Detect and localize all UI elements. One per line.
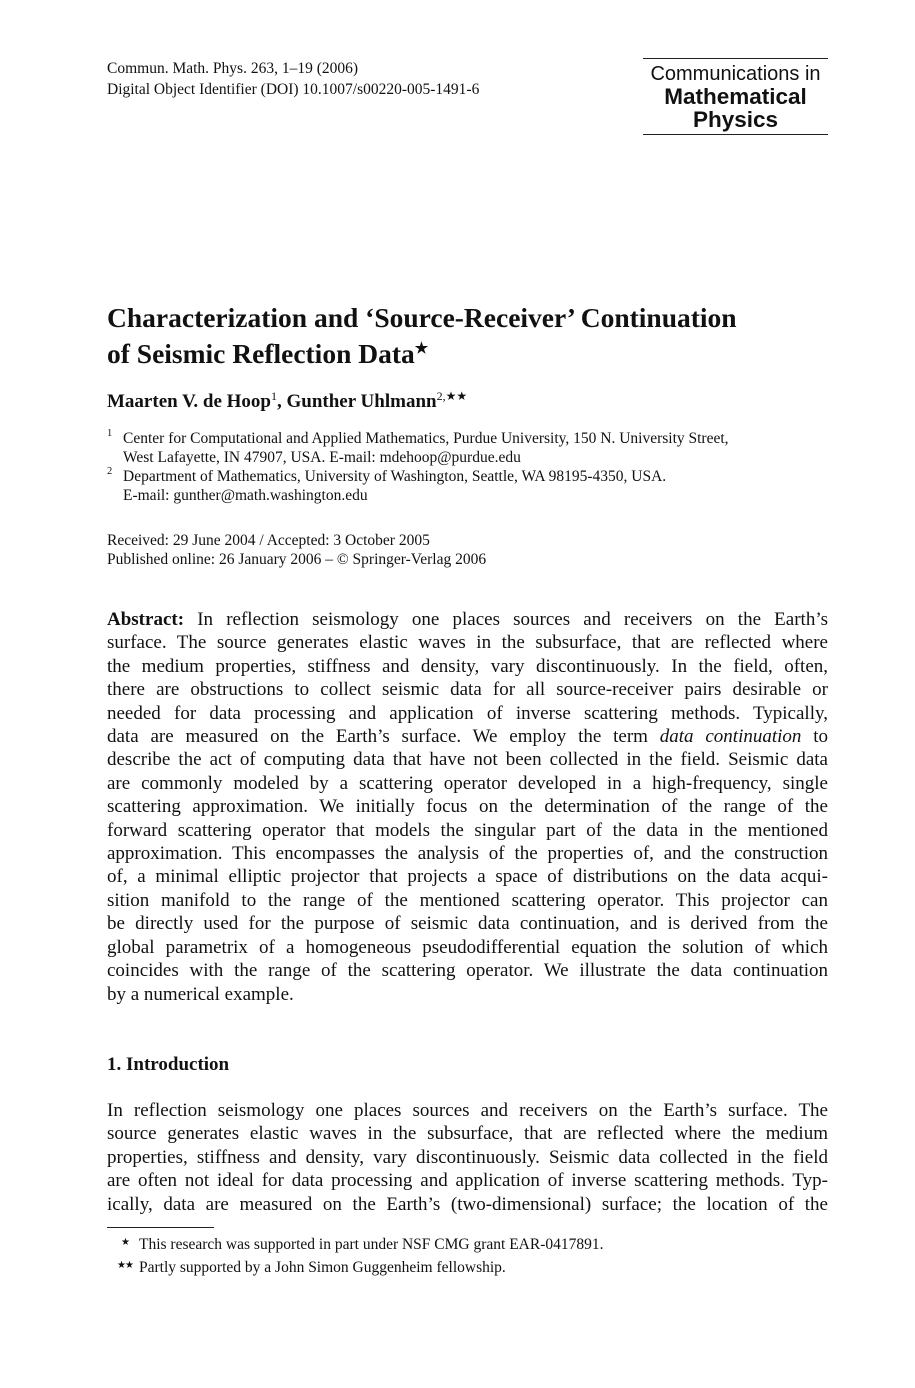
- abstract-line: [107, 608, 828, 631]
- abstract-line: sition manifold to the range of the mentioned scattering operator. This projector can: [107, 889, 828, 911]
- footnote-2: [107, 1257, 829, 1280]
- abstract-line: describe the act of computing data that have not been collected in the field. Seismic data: [107, 749, 828, 771]
- abstract-line-6-before: data are measured on the Earth’s surface. We employ the term: [107, 726, 660, 748]
- abstract-line: forward scattering operator that models the singular part of the data in the mentioned: [107, 819, 828, 841]
- abstract-line: there are obstructions to collect seismic data for all source-receiver pairs desirable or: [107, 679, 828, 701]
- title-line-2: [107, 336, 827, 372]
- abstract-label: Abstract:: [107, 609, 185, 630]
- abstract-line: surface. The source generates elastic waves in the subsurface, that are reflected where: [107, 632, 828, 654]
- affiliation-1-mark: 1: [107, 428, 113, 439]
- doi-line: Digital Object Identifier (DOI) 10.1007/s00220-005-1491-6: [107, 81, 480, 98]
- footnote-2-mark: ★★: [117, 1259, 133, 1271]
- citation-line: Commun. Math. Phys. 263, 1–19 (2006): [107, 60, 359, 77]
- paper-title: [107, 300, 827, 372]
- abstract-line: scattering approximation. We initially focus on the determination of the range of the: [107, 796, 828, 818]
- footnotes: [107, 1234, 829, 1279]
- journal-logo-line-1: Communications in: [650, 63, 821, 85]
- abstract-line: are commonly modeled by a scattering operator developed in a high-frequency, single: [107, 772, 828, 794]
- author-2: Gunther Uhlmann: [286, 391, 437, 412]
- abstract-line: approximation. This encompasses the analysis of the properties of, and the construction: [107, 843, 828, 865]
- journal-logo-line-2: Mathematical: [664, 84, 807, 109]
- footnote-1-text: This research was supported in part under NSF CMG grant EAR-0417891.: [139, 1236, 604, 1253]
- affiliation-1: [107, 429, 829, 467]
- abstract-line: coincides with the range of the scattering operator. We illustrate the data continuation: [107, 960, 828, 982]
- received-accepted-line: Received: 29 June 2004 / Accepted: 3 October 2005: [107, 532, 430, 549]
- affiliation-1-line-2: West Lafayette, IN 47907, USA. E-mail: mdehoop@purdue.edu: [123, 449, 521, 466]
- author-1: Maarten V. de Hoop: [107, 391, 271, 412]
- published-line: Published online: 26 January 2006 – © Springer-Verlag 2006: [107, 551, 487, 568]
- intro-line: In reflection seismology one places sources and receivers on the Earth’s surface. The: [107, 1100, 828, 1121]
- author-separator: ,: [276, 391, 287, 412]
- abstract-line: needed for data processing and application of inverse scattering methods. Typically,: [107, 702, 828, 724]
- abstract-line: be directly used for the purpose of seismic data continuation, and is derived from the: [107, 913, 828, 935]
- abstract-line: the medium properties, stiffness and density, vary discontinuously. In the field, often,: [107, 655, 828, 677]
- title-line-2-text: of Seismic Reflection Data: [107, 338, 415, 369]
- footnote-1: [107, 1234, 829, 1257]
- abstract-line: of, a minimal elliptic projector that projects a space of distributions on the data acqui-: [107, 866, 828, 888]
- author-list: [107, 391, 467, 413]
- abstract-emphasis: data continuation: [659, 726, 802, 748]
- intro-line: ically, data are measured on the Earth’s (two-dimensional) surface; the location of the: [107, 1193, 828, 1215]
- running-header: [107, 58, 479, 100]
- author-1-affil-mark: 1: [270, 389, 277, 403]
- abstract-line-6-after: to: [801, 726, 829, 748]
- author-2-affil-mark: 2,★★: [436, 389, 468, 403]
- affiliation-1-line-1: Center for Computational and Applied Mathematics, Purdue University, 150 N. University Street,: [123, 430, 729, 447]
- affiliation-2-mark: 2: [107, 466, 113, 477]
- intro-line: are often not ideal for data processing and application of inverse scattering methods. Typ-: [107, 1170, 828, 1192]
- abstract-line-1-text: In reflection seismology one places sources and receivers on the Earth’s: [184, 609, 828, 630]
- abstract: [107, 608, 828, 1006]
- intro-line: source generates elastic waves in the subsurface, that are reflected where the medium: [107, 1123, 828, 1145]
- footnote-divider: [107, 1227, 214, 1228]
- title-footnote-mark: ★: [414, 341, 429, 357]
- abstract-line: [107, 725, 828, 748]
- footnote-2-text: Partly supported by a John Simon Guggenheim fellowship.: [139, 1258, 506, 1276]
- journal-logo: [643, 58, 828, 135]
- affiliation-2: [107, 467, 829, 505]
- affiliation-2-line-1: Department of Mathematics, University of Washington, Seattle, WA 98195-4350, USA.: [123, 468, 667, 485]
- section-heading: 1. Introduction: [107, 1054, 230, 1075]
- title-line-1: Characterization and ‘Source-Receiver’ Continuation: [107, 302, 737, 333]
- abstract-line: global parametrix of a homogeneous pseudodifferential equation the solution of which: [107, 936, 828, 958]
- abstract-line: by a numerical example.: [107, 983, 294, 1005]
- affiliations: [107, 429, 829, 505]
- journal-logo-line-3: Physics: [692, 107, 779, 132]
- publication-dates: [107, 531, 486, 569]
- affiliation-2-line-2: E-mail: gunther@math.washington.edu: [123, 487, 368, 504]
- introduction-text: [107, 1099, 828, 1216]
- intro-line: properties, stiffness and density, vary discontinuously. Seismic data collected in the field: [107, 1146, 828, 1168]
- footnote-1-mark: ★: [121, 1237, 129, 1248]
